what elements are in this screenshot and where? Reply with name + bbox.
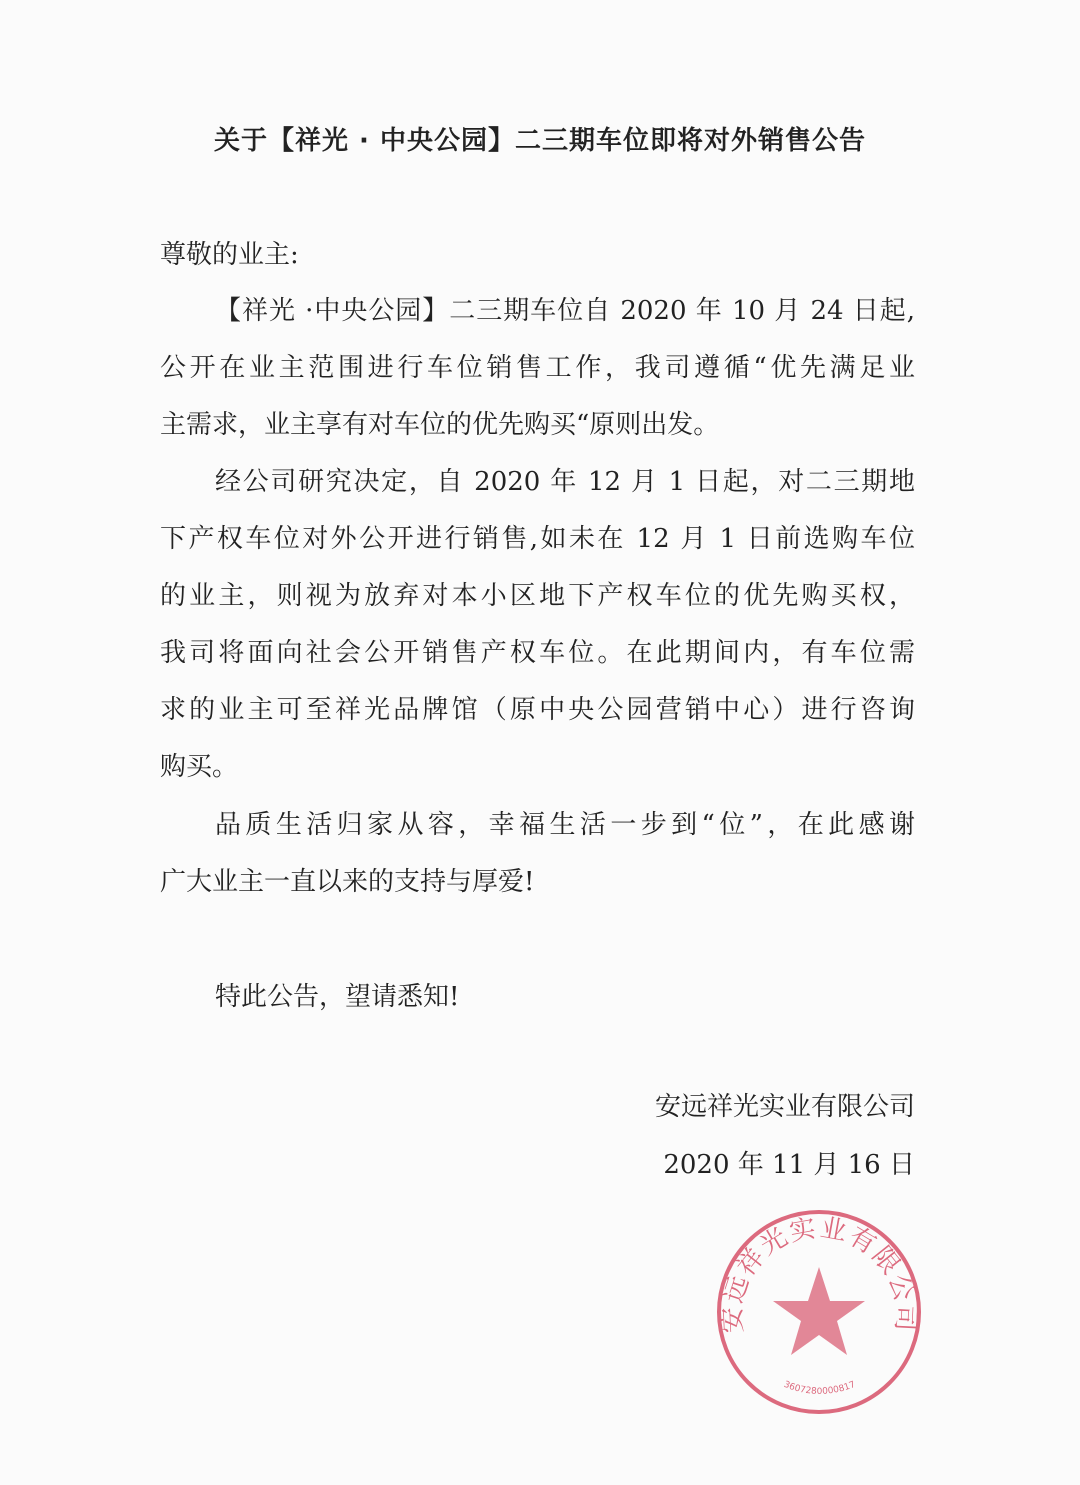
paragraph-line: 我司将面向社会公开销售产权车位。在此期间内，有车位需 <box>160 638 915 668</box>
paragraph-line: 主需求，业主享有对车位的优先购买“原则出发。 <box>160 410 720 440</box>
document-title: 关于【祥光 · 中央公园】二三期车位即将对外销售公告 <box>214 126 866 156</box>
closing: 特此公告，望请悉知! <box>215 982 460 1012</box>
paragraph-line: 公开在业主范围进行车位销售工作，我司遵循“优先满足业 <box>160 353 915 383</box>
signature-company: 安远祥光实业有限公司 <box>654 1092 915 1122</box>
paragraph-line: 【祥光 ·中央公园】二三期车位自 2020 年 10 月 24 日起, <box>215 296 915 326</box>
paragraph-line: 购买。 <box>160 752 239 782</box>
svg-text:安远祥光实业有限公司: 安远祥光实业有限公司 <box>717 1213 921 1334</box>
paragraph-line: 求的业主可至祥光品牌馆（原中央公园营销中心）进行咨询 <box>160 695 915 725</box>
signature-date: 2020 年 11 月 16 日 <box>663 1150 915 1180</box>
paragraph-line: 下产权车位对外公开进行销售,如未在 12 月 1 日前选购车位 <box>160 524 915 554</box>
paragraph-line: 品质生活归家从容，幸福生活一步到“位”，在此感谢 <box>215 810 915 840</box>
paragraph-line: 广大业主一直以来的支持与厚爱! <box>160 867 535 897</box>
svg-text:3607280000817: 3607280000817 <box>782 1379 857 1397</box>
star-icon <box>773 1267 865 1355</box>
company-seal <box>712 1205 926 1419</box>
paragraph-line: 的业主，则视为放弃对本小区地下产权车位的优先购买权， <box>160 581 915 611</box>
paragraph-line: 经公司研究决定，自 2020 年 12 月 1 日起，对二三期地 <box>215 467 915 497</box>
salutation: 尊敬的业主: <box>160 240 299 270</box>
